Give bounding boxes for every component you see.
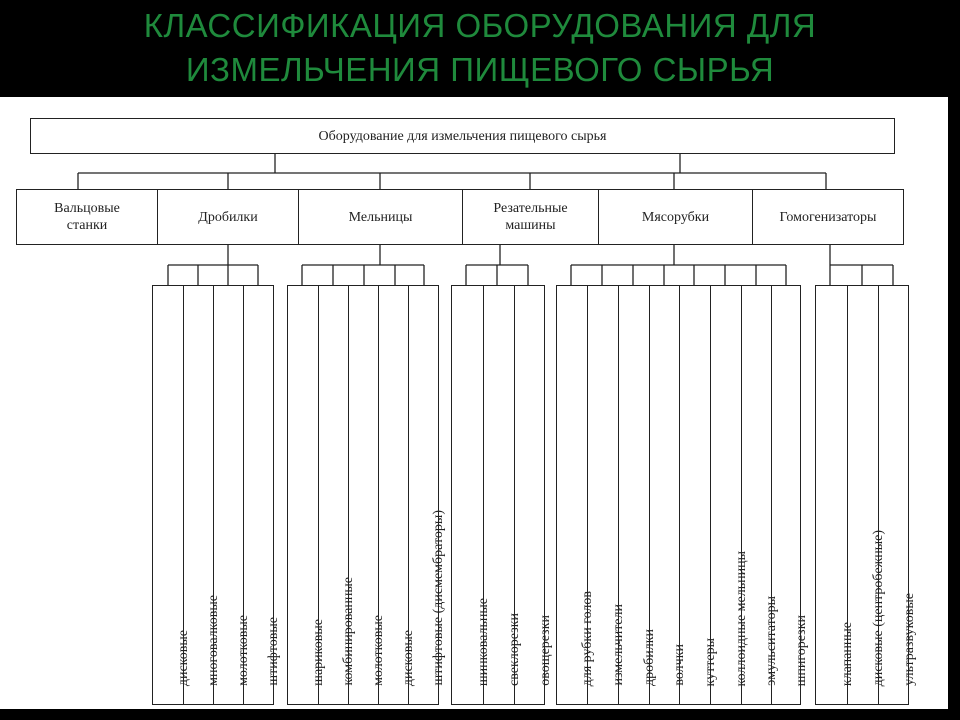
leaf-label: дисковые xyxy=(401,629,416,686)
category-label-line1: Резательные xyxy=(493,201,568,216)
leaf-label: волчки xyxy=(672,644,687,686)
category-label-line1: Мясорубки xyxy=(641,209,710,225)
group-gomogenizatory xyxy=(815,285,917,705)
category-valtsovye-stanki xyxy=(16,189,158,245)
leaf-label: штифтовые (дисмембраторы) xyxy=(431,510,446,686)
leaf-label: куттеры xyxy=(702,637,718,686)
category-rezatelnye-mashiny xyxy=(462,189,599,245)
category-drobilki xyxy=(157,189,299,245)
category-label-line1: Мельницы xyxy=(348,209,413,225)
leaf-label: дисковые xyxy=(176,629,191,686)
title-line-2: ИЗМЕЛЬЧЕНИЯ ПИЩЕВОГО СЫРЬЯ xyxy=(185,51,775,88)
leaf-label: эмульситаторы xyxy=(764,596,779,686)
group-myasorubki xyxy=(556,285,809,705)
category-gomogenizatory xyxy=(752,189,904,245)
category-label-line1: Вальцовые xyxy=(54,201,120,216)
leaf-label: для рубки голов xyxy=(580,590,595,686)
category-myasorubki xyxy=(598,189,753,245)
group-melnitsy xyxy=(287,285,446,705)
category-label-line1: Гомогенизаторы xyxy=(779,209,877,225)
diagram-sheet xyxy=(0,97,948,709)
leaf-label: штифтовые xyxy=(266,617,281,686)
leaf-label: молотковые xyxy=(371,615,386,686)
leaf-label: коллоидные мельницы xyxy=(733,550,749,686)
leaf-label: молотковые xyxy=(236,615,251,686)
leaf-label: клапанные xyxy=(839,621,855,686)
category-label-line1: Дробилки xyxy=(198,209,258,225)
category-label-line2: станки xyxy=(66,218,108,233)
category-melnitsy xyxy=(298,189,463,245)
root-node xyxy=(30,118,895,154)
slide-title xyxy=(0,4,960,92)
root-label: Оборудование для измельчения пищевого сырья xyxy=(318,128,607,144)
leaf-label: измельчители xyxy=(610,604,626,686)
title-line-1: КЛАССИФИКАЦИЯ ОБОРУДОВАНИЯ ДЛЯ xyxy=(143,7,817,44)
group-rezatelnye xyxy=(451,285,553,705)
leaf-label: дробилки xyxy=(641,628,657,686)
leaf-label: многовалковые xyxy=(206,595,221,686)
leaf-label: комбинированные xyxy=(341,577,356,686)
group-drobilki xyxy=(152,285,281,705)
leaf-label: шпигорезки xyxy=(794,614,809,686)
leaf-label: дисковые (центробежные) xyxy=(870,529,886,686)
leaf-label: ультразвуковые xyxy=(901,593,917,686)
leaf-label: свеклорезки xyxy=(506,613,522,686)
leaf-label: шариковые xyxy=(311,619,326,686)
leaf-label: шинковальные xyxy=(475,597,491,686)
leaf-label: овощерезки xyxy=(537,615,553,686)
category-label-line2: машины xyxy=(505,218,556,233)
